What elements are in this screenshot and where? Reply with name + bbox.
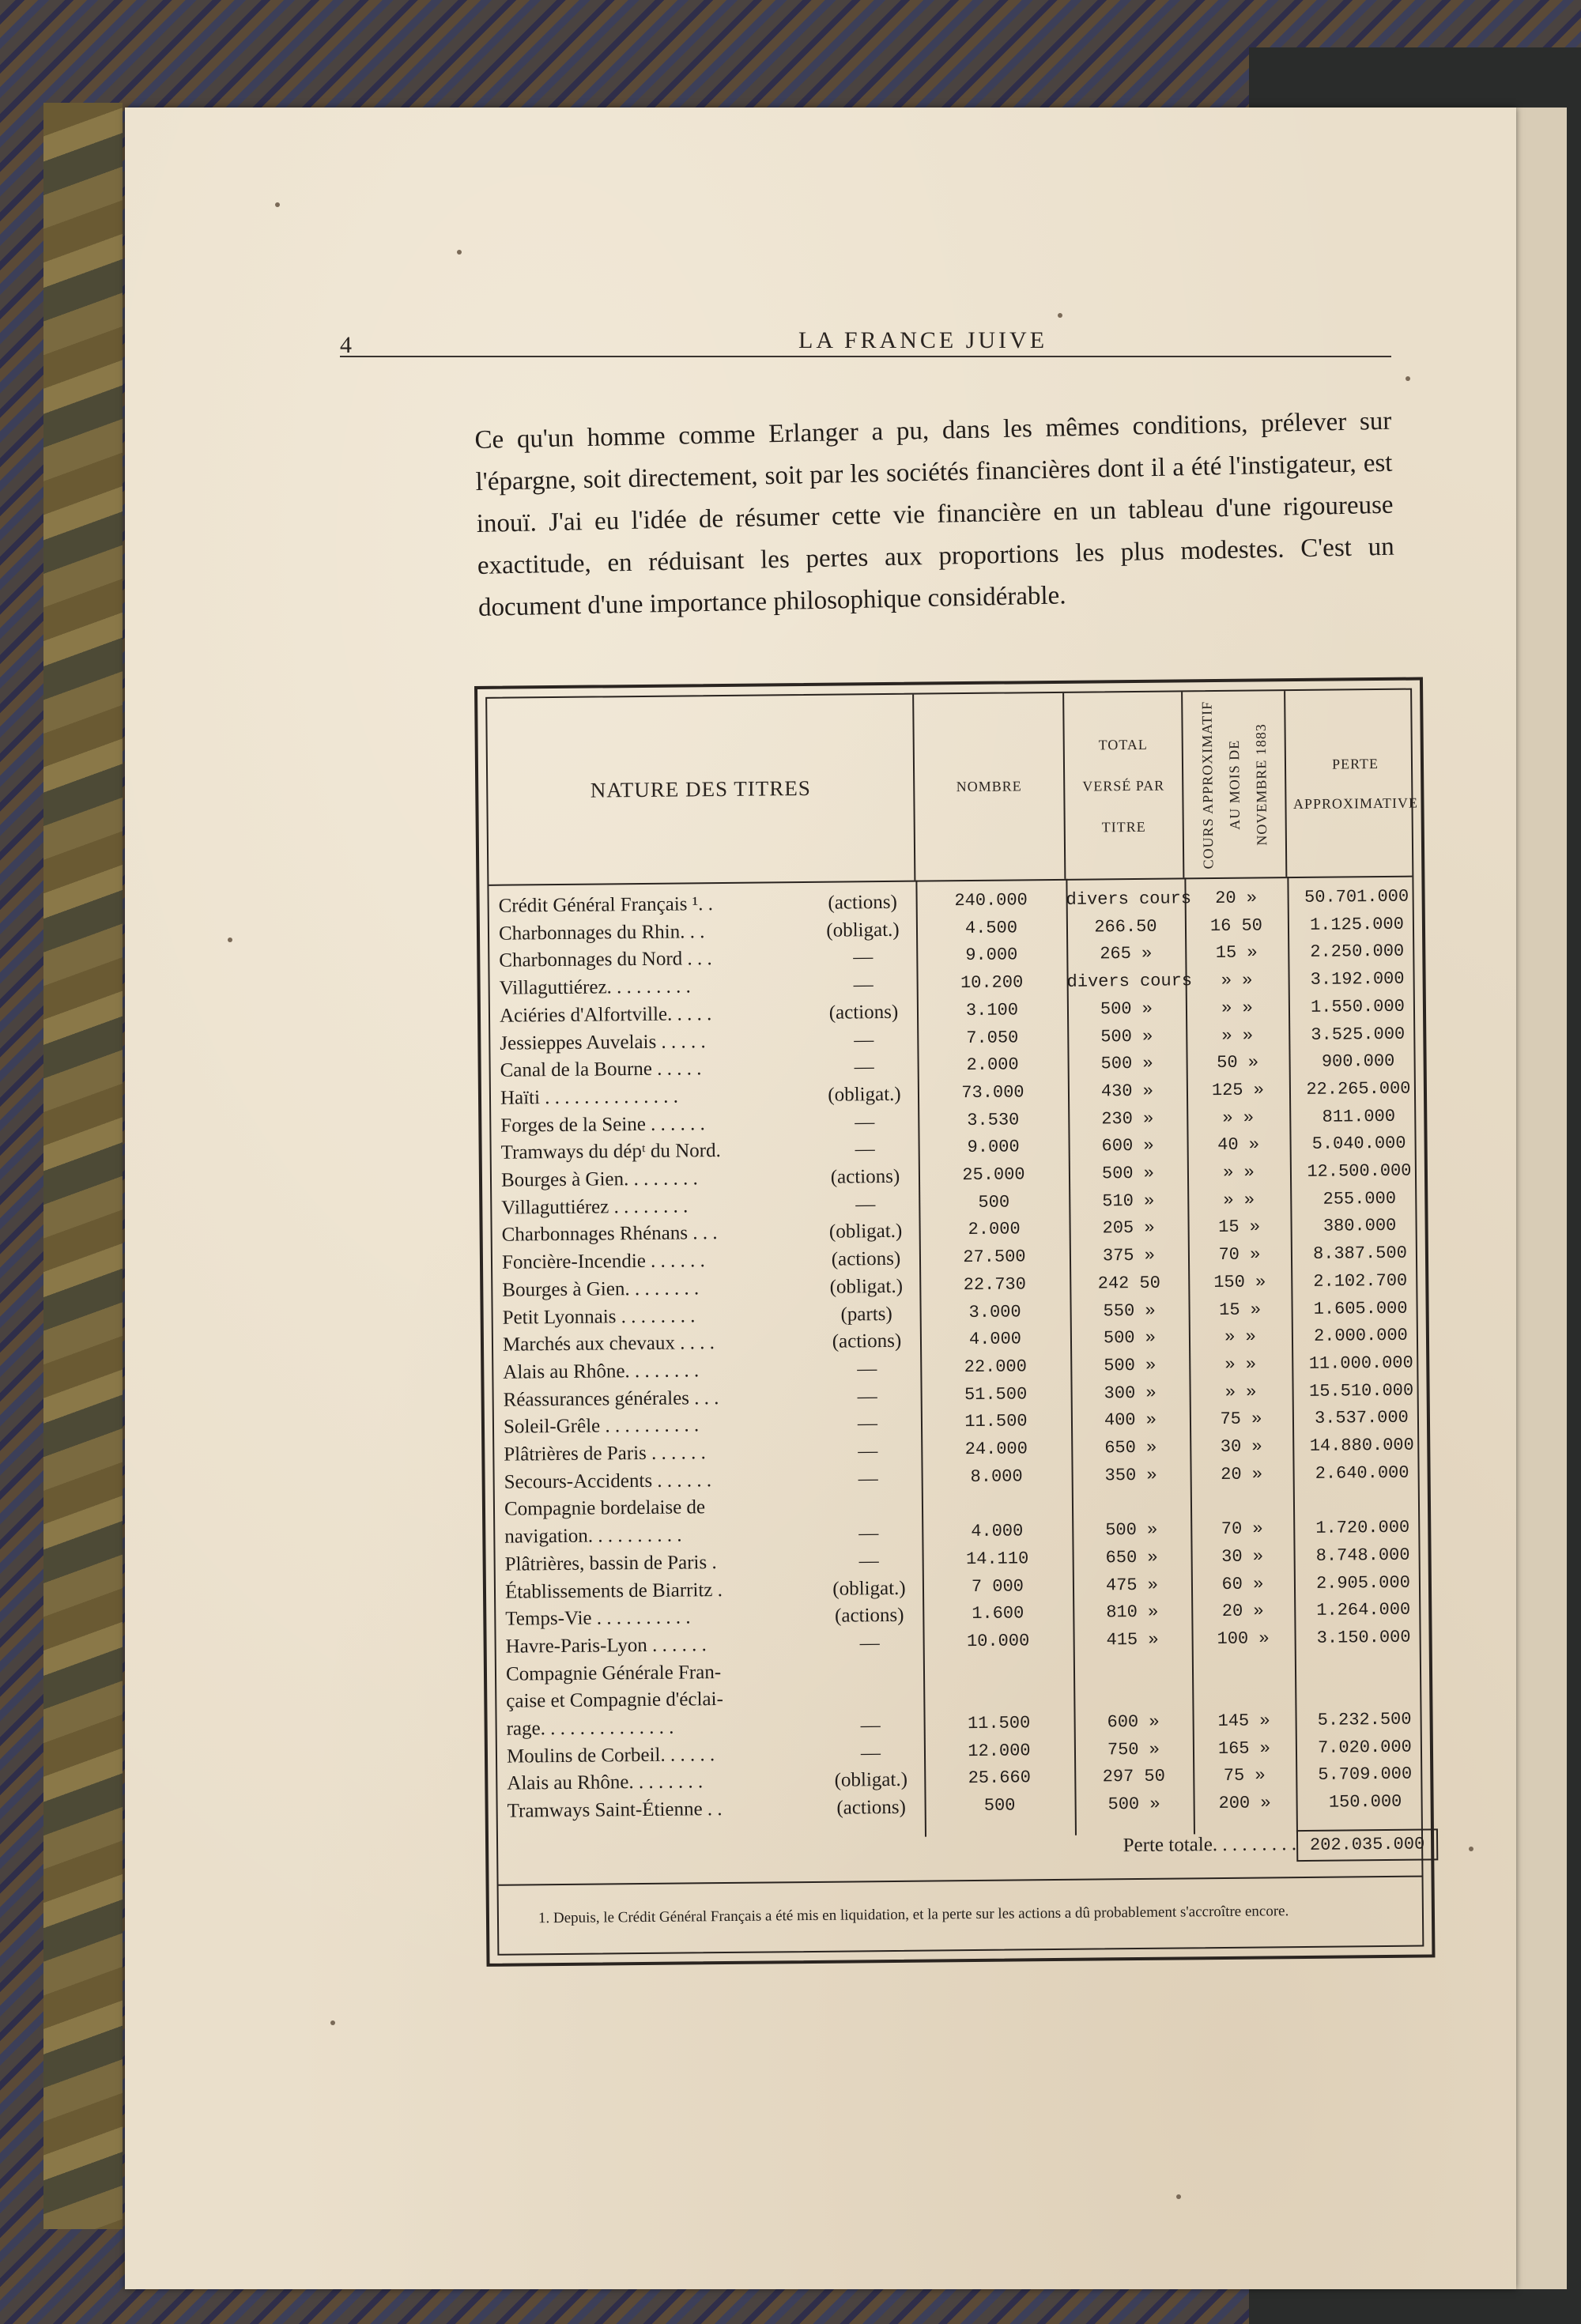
table-inner-frame [485,689,1424,1956]
header-verse-line3: TITRE [1101,818,1146,835]
row-name: rage. . . . . . . . . . . . . . [506,1716,674,1740]
row-cours [1192,1656,1295,1657]
row-cours: 50 » [1217,1052,1259,1073]
row-nombre: 500 [983,1795,1016,1816]
row-perte: 14.880.000 [1309,1435,1414,1456]
total-label: Perte totale. . . . . . . . . [1123,1833,1297,1857]
row-nombre: 3.100 [965,1000,1019,1021]
table-body [489,876,1421,1841]
row-type: — [859,1632,880,1654]
row-type: (obligat.) [829,1275,904,1298]
row-cours: 75 » [1220,1409,1262,1430]
row-perte: 900.000 [1321,1051,1395,1072]
row-nombre: 240.000 [954,890,1028,911]
row-cours: 15 » [1219,1299,1262,1320]
row-verse: 350 » [1104,1465,1157,1486]
row-nombre: 10.000 [966,1631,1030,1651]
row-type: — [860,1715,881,1737]
row-nombre: 8.000 [970,1466,1023,1487]
row-verse: 297 50 [1102,1767,1166,1787]
row-perte: 150.000 [1328,1791,1402,1813]
row-type [817,1687,923,1688]
row-type: (obligat.) [826,919,900,941]
row-name: Tramways du dépᵗ du Nord. [500,1140,721,1164]
row-nombre: 3.530 [967,1110,1020,1130]
row-verse: 400 » [1104,1410,1157,1431]
row-perte: 7.020.000 [1317,1737,1412,1758]
row-perte: 2.000.000 [1313,1325,1408,1347]
row-perte: 1.605.000 [1313,1298,1408,1319]
header-verse-line1: TOTAL [1098,736,1148,753]
row-name: Plâtrières, bassin de Paris . [504,1551,717,1575]
row-verse: 600 » [1101,1136,1154,1156]
row-verse: divers cours [1066,971,1193,992]
header-cours-line1: COURS APPROXIMATIF [1198,700,1217,869]
row-verse: 475 » [1105,1575,1159,1595]
row-cours: 30 » [1220,1436,1262,1457]
row-verse: 500 » [1100,998,1153,1020]
row-perte: 255.000 [1323,1188,1397,1209]
row-verse: 500 » [1103,1327,1157,1349]
row-perte: 1.720.000 [1315,1517,1410,1538]
row-verse: 500 » [1101,1163,1155,1184]
row-cours: 165 » [1217,1738,1271,1759]
row-perte: 2.905.000 [1315,1572,1410,1594]
row-cours: » » [1223,1162,1255,1183]
header-verse-line2: VERSÉ PAR [1082,777,1165,794]
row-perte: 3.150.000 [1316,1627,1411,1648]
row-type: — [857,1385,877,1407]
row-name: Compagnie bordelaise de [504,1496,706,1521]
row-verse: 242 50 [1097,1273,1161,1294]
row-nombre: 51.500 [964,1383,1028,1405]
row-nombre: 11.500 [967,1713,1031,1734]
row-type: — [857,1358,877,1380]
row-cours: 70 » [1221,1519,1263,1540]
paper-speck [1406,376,1410,381]
book-spine [43,103,123,2229]
row-name: Haïti . . . . . . . . . . . . . . [500,1085,679,1109]
row-nombre: 1.600 [972,1603,1024,1624]
row-nombre: 4.000 [971,1521,1024,1542]
row-type: — [853,946,874,968]
row-nombre: 4.000 [968,1329,1022,1350]
page-edge [1511,108,1567,2289]
row-type: (actions) [834,1605,904,1627]
header-perte [1285,689,1425,877]
total-row [1075,1832,1431,1863]
row-cours: » » [1224,1326,1256,1348]
row-name: Tramways Saint-Étienne . . [507,1798,723,1822]
row-cours: 100 » [1217,1628,1270,1649]
row-verse: 650 » [1105,1547,1158,1568]
row-verse: 650 » [1104,1437,1157,1458]
row-nombre: 7 000 [971,1575,1024,1597]
row-nombre: 9.000 [965,945,1018,966]
row-name: Bourges à Gien. . . . . . . . [500,1168,698,1191]
row-cours: » » [1221,970,1253,991]
row-verse: 500 » [1100,1026,1153,1047]
row-name: Charbonnages Rhénans . . . [501,1222,718,1247]
row-name: Réassurances générales . . . [503,1386,719,1411]
row-cours: » » [1221,1025,1254,1046]
row-cours: 150 » [1213,1272,1266,1292]
row-name: Marchés aux chevaux . . . . [502,1332,715,1356]
row-perte: 12.500.000 [1307,1160,1412,1182]
row-cours: » » [1224,1354,1257,1375]
header-cours-line3: NOVEMBRE 1883 [1252,722,1270,846]
row-cours: » » [1224,1382,1257,1402]
row-nombre: 7.050 [966,1027,1019,1048]
row-verse: 500 » [1104,1355,1157,1376]
row-type [815,1495,922,1496]
row-name: Foncière-Incendie . . . . . . [501,1250,705,1273]
row-verse: 810 » [1106,1602,1159,1623]
row-verse: 415 » [1106,1629,1159,1651]
row-perte: 1.550.000 [1310,996,1405,1017]
row-perte: 50.701.000 [1304,886,1409,907]
running-title: LA FRANCE JUIVE [798,327,1048,353]
row-cours: 20 » [1221,1601,1264,1622]
row-perte: 5.232.500 [1317,1709,1412,1730]
row-perte: 8.748.000 [1315,1545,1410,1566]
row-type: — [855,1193,876,1216]
intro-paragraph: Ce qu'un homme comme Erlanger a pu, dans les mêmes conditions, prélever sur l'épargne, soit directement, soit par les sociétés financières dont il a été l'instigateur, est inouï. J'ai eu l'idée de résumer cette vie financière en un tableau d'une rigoureuse exactitude, en réduisant les pertes aux proportions les plus modestes. C'est un document d'une importance philosophique considérable. [474,406,1394,622]
row-nombre: 4.500 [964,918,1018,938]
row-nombre: 3.000 [968,1301,1021,1322]
row-perte: 3.192.000 [1310,968,1405,990]
total-value: 202.035.000 [1296,1828,1438,1862]
row-type: (actions) [828,891,898,914]
row-cours: 70 » [1218,1244,1261,1266]
row-type: (actions) [830,1165,900,1188]
row-perte: 3.525.000 [1311,1024,1406,1045]
row-name: Bourges à Gien. . . . . . . . [502,1277,700,1301]
page-header [340,327,1391,358]
paper-speck [228,938,232,942]
paper-speck [457,250,462,255]
row-verse: 265 » [1100,944,1153,964]
header-nature: NATURE DES TITRES [487,695,915,885]
row-type: (obligat.) [828,1220,903,1243]
row-cours: 20 » [1221,1464,1263,1485]
row-type: — [857,1413,878,1435]
row-type: — [855,1111,875,1133]
row-nombre: 73.000 [961,1082,1024,1103]
paper-speck [1058,313,1062,318]
row-perte: 2.640.000 [1315,1462,1409,1484]
row-type: — [855,1138,875,1160]
row-verse: 430 » [1100,1081,1154,1102]
row-cours: 15 » [1218,1217,1261,1238]
row-verse: 500 » [1105,1519,1158,1541]
header-perte-line1: PERTE [1331,755,1379,772]
row-name: Temps-Vie . . . . . . . . . . [505,1606,691,1630]
row-name: çaise et Compagnie d'éclai- [506,1688,723,1712]
row-cours: 60 » [1221,1573,1264,1594]
header-nombre: NOMBRE [914,693,1066,881]
row-verse: 510 » [1102,1190,1155,1212]
row-nombre: 2.000 [968,1219,1021,1240]
row-perte: 2.102.700 [1313,1270,1408,1292]
row-verse: 375 » [1102,1245,1156,1266]
row-perte: 8.387.500 [1312,1243,1407,1264]
row-name: Alais au Rhône. . . . . . . . [503,1360,700,1383]
row-cours: 75 » [1223,1765,1266,1786]
row-nombre: 2.000 [966,1054,1019,1076]
row-cours: 16 50 [1209,915,1263,936]
header-cours [1183,691,1287,877]
header-perte-line2: APPROXIMATIVE [1292,794,1419,812]
row-perte: 3.537.000 [1314,1407,1409,1429]
row-cours: 20 » [1215,888,1258,909]
row-name: Moulins de Corbeil. . . . . . [506,1743,715,1768]
header-cours-line2: AU MOIS DE [1225,739,1243,830]
row-verse: 550 » [1103,1300,1156,1321]
row-verse: 230 » [1101,1108,1154,1130]
row-nombre: 14.110 [965,1549,1029,1569]
row-nombre: 10.200 [960,972,1024,994]
page-number: 4 [340,332,352,358]
row-type: — [858,1440,878,1462]
row-nombre: 27.500 [963,1247,1026,1268]
row-cours: 145 » [1217,1711,1270,1732]
row-name: Villaguttiérez. . . . . . . . . [499,975,691,999]
footnote-separator [499,1876,1422,1886]
row-cours: 15 » [1215,942,1258,964]
paper-speck [1176,2194,1181,2199]
row-verse: 266.50 [1094,916,1157,938]
row-perte: 1.125.000 [1309,914,1404,935]
paper-speck [1469,1847,1473,1851]
row-name: Soleil-Grêle . . . . . . . . . . [503,1414,700,1438]
row-type [817,1659,923,1660]
row-cours: 125 » [1211,1080,1265,1100]
row-name: Crédit Général Français ¹. . [498,893,714,917]
row-name: Villaguttiérez . . . . . . . . [501,1195,689,1219]
row-name: Charbonnages du Nord . . . [499,948,712,972]
row-name: Havre-Paris-Lyon . . . . . . [505,1634,707,1658]
row-name: Alais au Rhône. . . . . . . . [507,1771,704,1795]
row-type: — [858,1522,879,1545]
row-type: (obligat.) [832,1577,906,1600]
row-name: Petit Lyonnais . . . . . . . . [502,1304,696,1329]
row-type: (obligat.) [834,1769,908,1792]
row-nombre: 22.730 [963,1274,1027,1295]
row-perte: 11.000.000 [1308,1353,1413,1374]
row-type: (actions) [836,1796,907,1819]
row-nombre: 22.000 [964,1356,1028,1377]
row-nombre: 11.500 [964,1411,1028,1432]
row-verse: 500 » [1100,1053,1153,1074]
row-name: navigation. . . . . . . . . . [504,1524,682,1548]
footnote: 1. Depuis, le Crédit Général Français a été mis en liquidation, et la perte sur les actions a dû probablement s'accroître encore. [538,1903,1289,1927]
paper-speck [275,202,280,207]
row-type: (actions) [832,1330,902,1353]
row-nombre: 25.000 [962,1164,1025,1186]
row-type: (parts) [840,1303,892,1326]
row-perte: 15.510.000 [1308,1380,1414,1402]
row-cours [1190,1491,1293,1492]
row-type: — [853,974,874,996]
row-verse: 205 » [1102,1218,1155,1239]
header-verse [1064,692,1184,878]
row-verse: 600 » [1107,1711,1160,1733]
row-name: Forges de la Seine . . . . . . [500,1112,706,1137]
row-name: Secours-Accidents . . . . . . [504,1469,712,1493]
row-name: Canal de la Bourne . . . . . [500,1058,702,1081]
row-perte: 5.040.000 [1311,1134,1406,1155]
row-type: — [854,1028,874,1051]
row-nombre: 12.000 [968,1740,1031,1761]
row-type: — [854,1056,874,1078]
row-cours [1192,1683,1295,1684]
row-nombre: 24.000 [964,1439,1028,1460]
row-perte: 5.709.000 [1318,1764,1413,1786]
row-type: — [860,1741,881,1764]
row-cours: 30 » [1221,1546,1264,1567]
row-perte: 380.000 [1323,1216,1397,1237]
losses-table [474,677,1435,1966]
row-cours: 40 » [1217,1134,1260,1156]
row-perte: 22.265.000 [1306,1078,1411,1100]
table-header-row [487,690,1419,886]
row-nombre: 25.660 [968,1768,1032,1789]
row-name: Charbonnages du Rhin. . . [498,920,705,945]
row-name: Aciéries d'Alfortville. . . . . [499,1002,712,1027]
row-cours: » » [1221,998,1253,1018]
row-type: (actions) [831,1247,901,1270]
row-name: Jessieppes Auvelais . . . . . [500,1030,706,1054]
row-type: (obligat.) [828,1083,901,1106]
row-cours: » » [1223,1190,1255,1210]
row-name: Compagnie Générale Fran- [505,1661,722,1685]
row-nombre: 9.000 [967,1137,1020,1158]
paper-speck [330,2020,335,2025]
row-name: Établissements de Biarritz . [504,1579,723,1603]
row-perte: 2.250.000 [1310,941,1405,963]
row-type: — [858,1467,878,1490]
row-verse: divers cours [1066,888,1192,910]
row-type: — [858,1549,879,1572]
row-cours: » » [1222,1107,1255,1128]
row-verse: 500 » [1107,1794,1160,1815]
row-cours: 200 » [1218,1793,1271,1814]
row-verse: 750 » [1107,1739,1160,1760]
row-type: (actions) [828,1001,899,1024]
row-nombre: 500 [978,1192,1010,1213]
row-perte: 811.000 [1322,1106,1396,1127]
row-name: Plâtrières de Paris . . . . . . [504,1442,706,1466]
row-verse: 300 » [1104,1383,1157,1403]
row-perte: 1.264.000 [1316,1599,1411,1621]
